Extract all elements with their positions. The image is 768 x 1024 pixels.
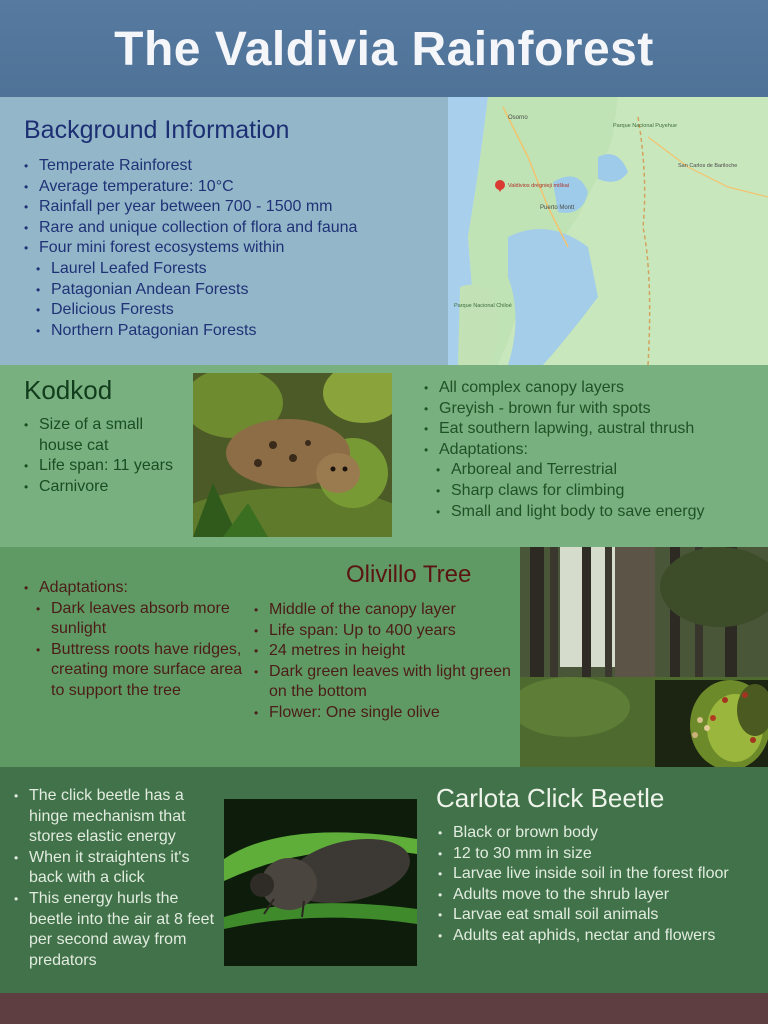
olivillo-adaptations-list [24,578,254,702]
list-item: • Rainfall per year between 700 - 1500 mm [24,197,434,218]
kodkod-heading: Kodkod [24,375,113,405]
olivillo-flower-photo [655,680,768,767]
list-item: • Carnivore [24,477,189,498]
footer-band [0,993,768,1024]
map-pin-label: Valdivios drėgnieji miškai [508,183,570,189]
kodkod-details-list [424,378,764,522]
list-item: • 24 metres in height [254,641,516,662]
title-banner [0,0,768,97]
map-label: Osorno [508,115,528,121]
background-heading: Background Information [24,116,290,144]
beetle-mechanism-list [14,786,214,971]
map-label: Parque Nacional Puyehue [613,123,677,129]
list-item: • 12 to 30 mm in size [438,844,758,865]
olivillo-section [0,547,768,767]
sub-list-item: • Dark leaves absorb more sunlight [36,599,254,640]
sub-list-item: • Northern Patagonian Forests [36,321,434,342]
beetle-facts-list [438,823,758,947]
map-label: Parque Nacional Chiloé [454,303,512,309]
list-item: • The click beetle has a hinge mechanism that stores elastic energy [14,786,214,848]
sub-list-item: • Arboreal and Terrestrial [436,460,764,481]
olivillo-facts-list [254,600,516,724]
list-item: • Flower: One single olive [254,703,516,724]
background-list [24,156,434,341]
sub-list-item: • Laurel Leafed Forests [36,259,434,280]
list-item: • When it straightens it's back with a click [14,848,214,889]
list-item: • Rare and unique collection of flora and fauna [24,218,434,239]
list-item: • Adaptations: [424,440,764,461]
beetle-section [0,767,768,993]
sub-list-item: • Small and light body to save energy [436,502,764,523]
background-section [0,97,768,365]
region-map [448,97,768,365]
beetle-photo [224,799,417,966]
sub-list-item: • Delicious Forests [36,300,434,321]
list-item: • Middle of the canopy layer [254,600,516,621]
list-item: • Eat southern lapwing, austral thrush [424,419,764,440]
list-item: • Life span: Up to 400 years [254,621,516,642]
kodkod-section [0,365,768,547]
sub-list-item: • Buttress roots have ridges, creating more surface area to support the tree [36,640,254,702]
map-label: Puerto Montt [540,205,575,211]
list-item: • Greyish - brown fur with spots [424,399,764,420]
beetle-heading: Carlota Click Beetle [436,783,665,813]
list-item: • Life span: 11 years [24,456,189,477]
list-item: • Black or brown body [438,823,758,844]
list-item: • Adaptations: [24,578,254,599]
list-item: • Adults move to the shrub layer [438,885,758,906]
kodkod-photo [193,373,392,537]
list-item: • Dark green leaves with light green on the bottom [254,662,516,703]
kodkod-facts-list [24,415,189,497]
list-item: • All complex canopy layers [424,378,764,399]
list-item: • This energy hurls the beetle into the air at 8 feet per second away from predators [14,889,214,971]
list-item: • Size of a small house cat [24,415,189,456]
page-title: The Valdivia Rainforest [114,23,654,76]
list-item: • Larvae live inside soil in the forest floor [438,864,758,885]
list-item: • Temperate Rainforest [24,156,434,177]
sub-list-item: • Sharp claws for climbing [436,481,764,502]
list-item: • Larvae eat small soil animals [438,905,758,926]
olivillo-heading: Olivillo Tree [346,561,472,588]
map-label: San Carlos de Bariloche [678,163,738,169]
list-item: • Four mini forest ecosystems within [24,238,434,259]
list-item: • Adults eat aphids, nectar and flowers [438,926,758,947]
sub-list-item: • Patagonian Andean Forests [36,280,434,301]
list-item: • Average temperature: 10°C [24,177,434,198]
